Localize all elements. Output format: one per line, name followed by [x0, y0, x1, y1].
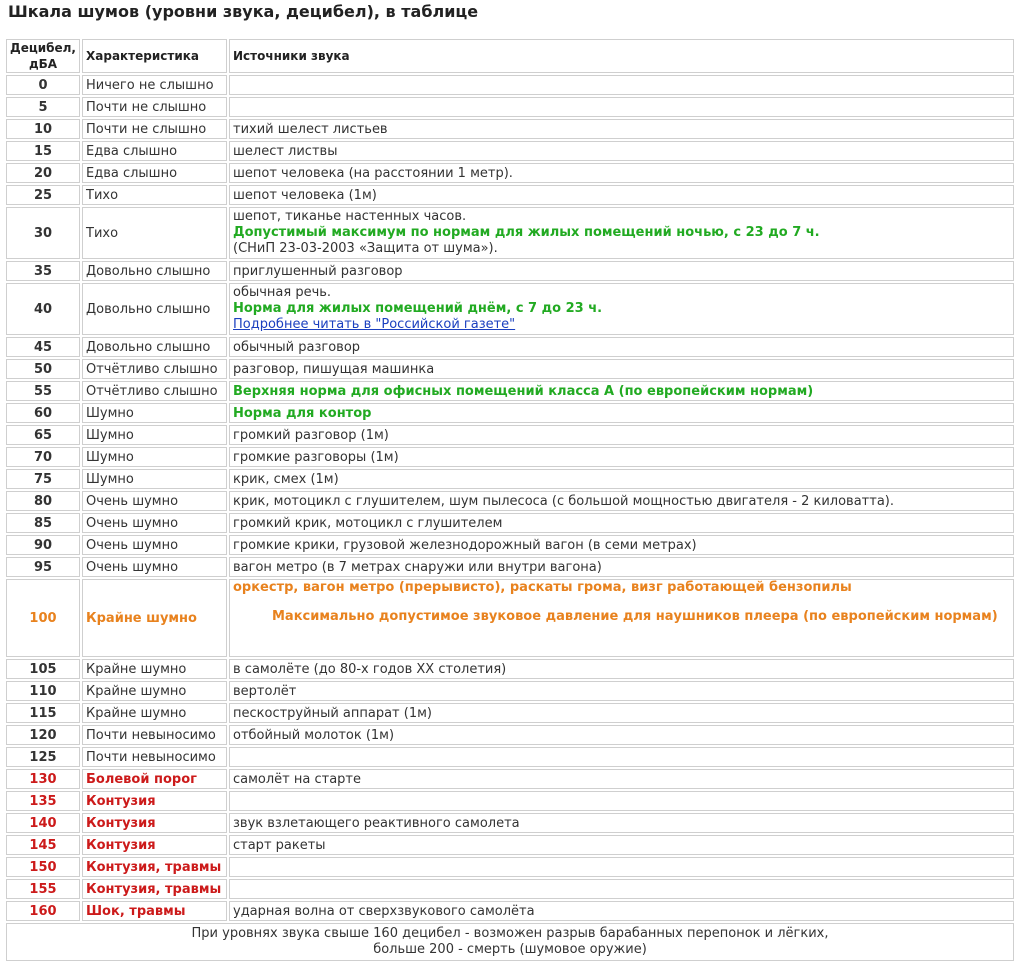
characteristic-cell: Шумно: [82, 403, 227, 423]
decibel-cell: 90: [6, 535, 80, 555]
table-row: [6, 447, 1014, 467]
decibel-cell: 25: [6, 185, 80, 205]
table-row: [6, 747, 1014, 767]
source-cell: громкие крики, грузовой железнодорожный вагон (в семи метрах): [229, 535, 1014, 555]
characteristic-cell: Шумно: [82, 425, 227, 445]
characteristic-cell: Крайне шумно: [82, 703, 227, 723]
table-row: [6, 879, 1014, 899]
source-cell: самолёт на старте: [229, 769, 1014, 789]
decibel-cell: 120: [6, 725, 80, 745]
table-row-30: [6, 207, 1014, 259]
header-characteristic: Характеристика: [82, 39, 227, 73]
day-norm-note: Норма для жилых помещений днём, с 7 до 23 ч.: [233, 301, 603, 316]
source-line: обычная речь.: [233, 285, 332, 300]
decibel-cell: 130: [6, 769, 80, 789]
decibel-cell: 160: [6, 901, 80, 921]
characteristic-cell: Очень шумно: [82, 513, 227, 533]
characteristic-cell: Шок, травмы: [82, 901, 227, 921]
characteristic-cell: Контузия: [82, 835, 227, 855]
characteristic-cell: Довольно слышно: [82, 337, 227, 357]
decibel-cell: 155: [6, 879, 80, 899]
decibel-cell: 135: [6, 791, 80, 811]
decibel-cell: 110: [6, 681, 80, 701]
decibel-cell: 85: [6, 513, 80, 533]
table-row: [6, 469, 1014, 489]
decibel-cell: 40: [6, 283, 80, 335]
source-cell: громкий разговор (1м): [229, 425, 1014, 445]
source-cell: Верхняя норма для офисных помещений класса А (по европейским нормам): [229, 381, 1014, 401]
table-row: [6, 725, 1014, 745]
table-row: [6, 97, 1014, 117]
decibel-cell: 150: [6, 857, 80, 877]
table-row: [6, 769, 1014, 789]
characteristic-cell: Очень шумно: [82, 535, 227, 555]
characteristic-cell: Тихо: [82, 185, 227, 205]
table-row: [6, 791, 1014, 811]
characteristic-cell: Почти невыносимо: [82, 725, 227, 745]
decibel-cell: 60: [6, 403, 80, 423]
table-row: [6, 513, 1014, 533]
source-cell: [229, 207, 1014, 259]
decibel-cell: 75: [6, 469, 80, 489]
decibel-cell: 95: [6, 557, 80, 577]
table-row: [6, 185, 1014, 205]
rossiyskaya-gazeta-link[interactable]: Подробнее читать в "Российской газете": [233, 317, 516, 332]
header-decibel-line1: Децибел,: [10, 41, 76, 55]
decibel-cell: 55: [6, 381, 80, 401]
source-cell: громкие разговоры (1м): [229, 447, 1014, 467]
source-cell: ударная волна от сверхзвукового самолёта: [229, 901, 1014, 921]
table-row: [6, 535, 1014, 555]
noise-scale-table: [4, 37, 1016, 963]
characteristic-cell: Очень шумно: [82, 491, 227, 511]
characteristic-cell: Крайне шумно: [82, 579, 227, 657]
characteristic-cell: Шумно: [82, 447, 227, 467]
characteristic-cell: Крайне шумно: [82, 659, 227, 679]
source-cell: приглушенный разговор: [229, 261, 1014, 281]
page-title: Шкала шумов (уровни звука, децибел), в таблице: [8, 2, 479, 21]
table-row: [6, 163, 1014, 183]
source-cell: Норма для контор: [229, 403, 1014, 423]
night-norm-note: Допустимый максимум по нормам для жилых помещений ночью, с 23 до 7 ч.: [233, 225, 820, 240]
source-cell: [229, 747, 1014, 767]
table-row: [6, 75, 1014, 95]
table-row: [6, 261, 1014, 281]
table-row: [6, 857, 1014, 877]
characteristic-cell: Почти не слышно: [82, 119, 227, 139]
source-cell: вагон метро (в 7 метрах снаружи или внутри вагона): [229, 557, 1014, 577]
header-decibel-line2: дБА: [28, 57, 58, 71]
characteristic-cell: Едва слышно: [82, 141, 227, 161]
decibel-cell: 65: [6, 425, 80, 445]
source-cell: [229, 857, 1014, 877]
characteristic-cell: Крайне шумно: [82, 681, 227, 701]
table-row: [6, 901, 1014, 921]
header-sources: Источники звука: [229, 39, 1014, 73]
source-cell: разговор, пишущая машинка: [229, 359, 1014, 379]
source-cell: тихий шелест листьев: [229, 119, 1014, 139]
characteristic-cell: Шумно: [82, 469, 227, 489]
decibel-cell: 0: [6, 75, 80, 95]
table-row: [6, 425, 1014, 445]
decibel-cell: 20: [6, 163, 80, 183]
characteristic-cell: Очень шумно: [82, 557, 227, 577]
table-row: [6, 659, 1014, 679]
source-cell: старт ракеты: [229, 835, 1014, 855]
table-row: [6, 119, 1014, 139]
table-row: [6, 557, 1014, 577]
table-row: [6, 381, 1014, 401]
snip-reference: (СНиП 23-03-2003 «Защита от шума»).: [233, 241, 498, 256]
source-cell: пескоструйный аппарат (1м): [229, 703, 1014, 723]
decibel-cell: 140: [6, 813, 80, 833]
characteristic-cell: Отчётливо слышно: [82, 381, 227, 401]
source-cell: обычный разговор: [229, 337, 1014, 357]
characteristic-cell: Контузия, травмы: [82, 879, 227, 899]
characteristic-cell: Болевой порог: [82, 769, 227, 789]
characteristic-cell: Почти не слышно: [82, 97, 227, 117]
source-line: оркестр, вагон метро (прерывисто), раскаты грома, визг работающей бензопилы: [233, 580, 852, 595]
source-cell: крик, смех (1м): [229, 469, 1014, 489]
characteristic-cell: Почти невыносимо: [82, 747, 227, 767]
source-cell: [229, 879, 1014, 899]
table-row: [6, 141, 1014, 161]
footer-row: [6, 923, 1014, 961]
table-row: [6, 681, 1014, 701]
source-cell: крик, мотоцикл с глушителем, шум пылесоса (с большой мощностью двигателя - 2 киловатта).: [229, 491, 1014, 511]
source-cell: [229, 97, 1014, 117]
source-cell: шепот человека (на расстоянии 1 метр).: [229, 163, 1014, 183]
source-cell: [229, 75, 1014, 95]
source-cell: вертолёт: [229, 681, 1014, 701]
characteristic-cell: Контузия: [82, 813, 227, 833]
table-row: [6, 835, 1014, 855]
decibel-cell: 50: [6, 359, 80, 379]
footer-note: [6, 923, 1014, 961]
characteristic-cell: Довольно слышно: [82, 261, 227, 281]
decibel-cell: 30: [6, 207, 80, 259]
decibel-cell: 70: [6, 447, 80, 467]
table-row: [6, 491, 1014, 511]
footer-line1: При уровнях звука свыше 160 децибел - возможен разрыв барабанных перепонок и лёгких,: [191, 926, 829, 941]
characteristic-cell: Тихо: [82, 207, 227, 259]
decibel-cell: 5: [6, 97, 80, 117]
characteristic-cell: Контузия: [82, 791, 227, 811]
decibel-cell: 10: [6, 119, 80, 139]
table-row: [6, 337, 1014, 357]
table-row-100: [6, 579, 1014, 657]
source-cell: громкий крик, мотоцикл с глушителем: [229, 513, 1014, 533]
table-row: [6, 403, 1014, 423]
characteristic-cell: Едва слышно: [82, 163, 227, 183]
headphones-norm-note: Максимально допустимое звуковое давление для наушников плеера (по европейским нормам): [272, 609, 998, 624]
source-cell: в самолёте (до 80-х годов XX столетия): [229, 659, 1014, 679]
header-decibel: [6, 39, 80, 73]
characteristic-cell: Ничего не слышно: [82, 75, 227, 95]
decibel-cell: 35: [6, 261, 80, 281]
table-row: [6, 813, 1014, 833]
table-header-row: [6, 39, 1014, 73]
table-row-40: [6, 283, 1014, 335]
decibel-cell: 145: [6, 835, 80, 855]
source-cell: отбойный молоток (1м): [229, 725, 1014, 745]
decibel-cell: 100: [6, 579, 80, 657]
source-line: шепот, тиканье настенных часов.: [233, 209, 467, 224]
decibel-cell: 115: [6, 703, 80, 723]
decibel-cell: 105: [6, 659, 80, 679]
source-cell: шелест листвы: [229, 141, 1014, 161]
source-cell: [229, 283, 1014, 335]
characteristic-cell: Отчётливо слышно: [82, 359, 227, 379]
table-row: [6, 703, 1014, 723]
footer-line2: больше 200 - смерть (шумовое оружие): [373, 942, 647, 957]
table-row: [6, 359, 1014, 379]
characteristic-cell: Контузия, травмы: [82, 857, 227, 877]
source-cell: звук взлетающего реактивного самолета: [229, 813, 1014, 833]
source-cell: [229, 791, 1014, 811]
decibel-cell: 80: [6, 491, 80, 511]
decibel-cell: 15: [6, 141, 80, 161]
source-cell: шепот человека (1м): [229, 185, 1014, 205]
decibel-cell: 125: [6, 747, 80, 767]
source-cell: [229, 579, 1014, 657]
decibel-cell: 45: [6, 337, 80, 357]
characteristic-cell: Довольно слышно: [82, 283, 227, 335]
